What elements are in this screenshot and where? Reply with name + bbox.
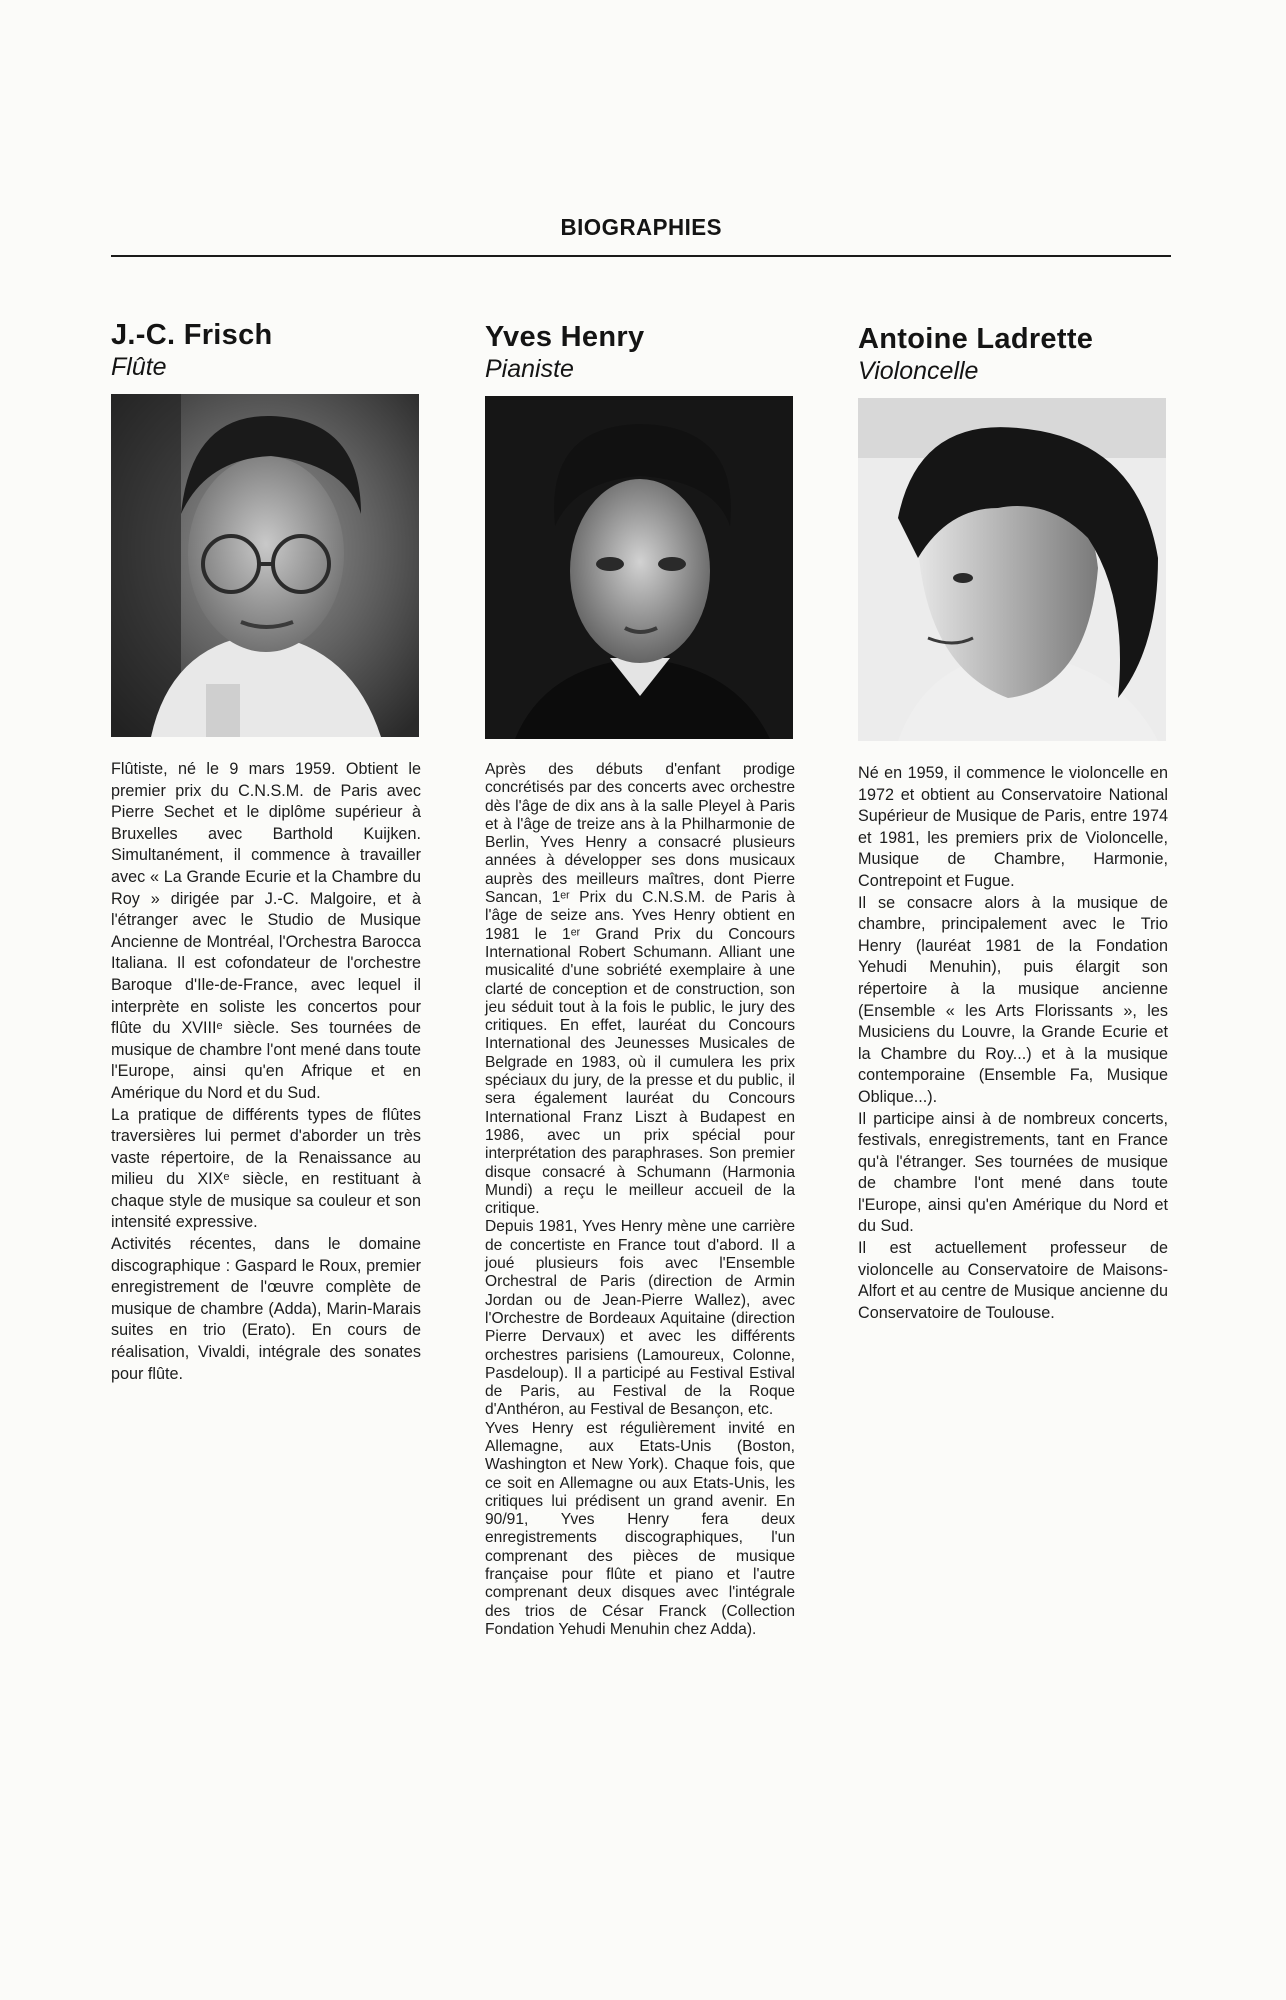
bio-paragraph: Yves Henry est régulièrement invité en Allemagne, aux Etats-Unis (Boston, Washington et New York). Chaque fois, que ce soit en Allemagne ou aux Etats-Unis, les critiques lui prédisent un grand avenir. En 90/91, Yves Henry fera deux enregistrements discographiques, l'un comprenant des pièces de musique française pour flûte et piano et l'autre comprenant deux disques avec l'intégrale des trios de César Franck (Collection Fondation Yehudi Menuhin chez Adda).	[485, 1419, 795, 1638]
musician-name: J.-C. Frisch	[111, 319, 273, 351]
bio-column-henry	[485, 320, 795, 1639]
musician-biography	[111, 759, 421, 1385]
musician-biography	[858, 763, 1168, 1324]
musician-biography	[485, 761, 795, 1639]
bio-paragraph: Il participe ainsi à de nombreux concerts, festivals, enregistrements, tant en France qu'à l'étranger. Ses tournées de musique de chambre l'ont mené dans toute l'Europe, ainsi qu'en Amérique du Nord et du Sud.	[858, 1109, 1168, 1236]
page-header	[111, 214, 1171, 241]
bio-column-ladrette	[858, 322, 1168, 1324]
bio-paragraph: Après des débuts d'enfant prodige concrétisés par des concerts avec orchestre dès l'âge de dix ans à la salle Pleyel à Paris et à l'âge de treize ans à la Philharmonie de Berlin, Yves Henry a consacré plusieurs années à développer ses dons musicaux auprès des meilleurs maîtres, dont Pierre Sancan, 1ᵉʳ Prix du C.N.S.M. de Paris à l'âge de seize ans. Yves Henry obtient en 1981 le 1ᵉʳ Grand Prix du Concours International Robert Schumann. Alliant une musicalité d'une sobriété exemplaire à une clarté de conception et de construction, son jeu séduit tout à la fois le public, le jury des critiques. En effet, lauréat du Concours International des Jeunesses Musicales de Belgrade en 1983, où il cumulera les prix spéciaux du jury, de la presse et du public, il sera également lauréat du Concours International Franz Liszt à Budapest en 1986, avec un prix spécial pour interprétation des paraphrases. Son premier disque consacré à Schumann (Harmonia Mundi) a reçu le meilleur accueil de la critique.	[485, 761, 795, 1218]
musician-name: Yves Henry	[485, 321, 645, 353]
musician-instrument: Violoncelle	[858, 357, 979, 385]
bio-paragraph: Depuis 1981, Yves Henry mène une carrière de concertiste en France tout d'abord. Il a joué plusieurs fois avec l'Ensemble Orchestral de Paris (direction de Armin Jordan ou de Jean-Pierre Wallez), avec l'Orchestre de Bordeaux Aquitaine (direction Pierre Dervaux) et avec les différents orchestres parisiens (Lamoureux, Colonne, Pasdeloup). Il a participé au Festival Estival de Paris, au Festival de la Roque d'Anthéron, au Festival de Besançon, etc.	[485, 1218, 795, 1419]
bio-column-frisch	[111, 318, 421, 1385]
bio-paragraph: Flûtiste, né le 9 mars 1959. Obtient le premier prix du C.N.S.M. de Paris avec Pierre Sechet et le diplôme supérieur à Bruxelles avec Barthold Kuijken. Simultanément, il commence à travailler avec « La Grande Ecurie et la Chambre du Roy » dirigée par J.-C. Malgoire, et à l'étranger avec le Studio de Musique Ancienne de Montréal, l'Orchestra Barocca Italiana. Il est cofondateur de l'orchestre Baroque d'Ile-de-France, avec lequel il interprète en soliste les concertos pour flûte du XVIIIᵉ siècle. Ses tournées de musique de chambre l'ont mené dans toute l'Europe, ainsi qu'en Afrique et en Amérique du Nord et du Sud.	[111, 760, 421, 1102]
bio-paragraph: Activités récentes, dans le domaine discographique : Gaspard le Roux, premier enregistrement de l'œuvre complète de musique de chambre (Adda), Marin-Marais suites en trio (Erato). En cours de réalisation, Vivaldi, intégrale des sonates pour flûte.	[111, 1235, 421, 1383]
bio-paragraph: Il se consacre alors à la musique de chambre, principalement avec le Trio Henry (lauréat 1981 de la Fondation Yehudi Menuhin), puis élargit son répertoire à la musique ancienne (Ensemble « les Arts Florissants », les Musiciens du Louvre, la Grande Ecurie et la Chambre du Roy...) et à la musique contemporaine (Ensemble Fa, Musique Oblique...).	[858, 893, 1168, 1106]
musician-instrument: Flûte	[111, 353, 167, 381]
musician-photo	[858, 398, 1166, 741]
musician-photo	[111, 394, 419, 737]
bio-paragraph: Il est actuellement professeur de violoncelle au Conservatoire de Maisons-Alfort et au centre de Musique ancienne du Conservatoire de Toulouse.	[858, 1239, 1168, 1322]
page-title: BIOGRAPHIES	[560, 214, 722, 240]
bio-paragraph: Né en 1959, il commence le violoncelle en 1972 et obtient au Conservatoire National Supérieur de Musique de Paris, entre 1974 et 1981, les premiers prix de Violoncelle, Musique de Chambre, Harmonie, Contrepoint et Fugue.	[858, 764, 1168, 890]
musician-name: Antoine Ladrette	[858, 323, 1094, 355]
bio-paragraph: La pratique de différents types de flûtes traversières lui permet d'aborder un très vaste répertoire, de la Renaissance au milieu du XIXᵉ siècle, en restituant à chaque style de musique sa couleur et son intensité expressive.	[111, 1105, 421, 1232]
musician-photo	[485, 396, 793, 739]
header-divider	[111, 255, 1171, 257]
musician-instrument: Pianiste	[485, 355, 574, 383]
